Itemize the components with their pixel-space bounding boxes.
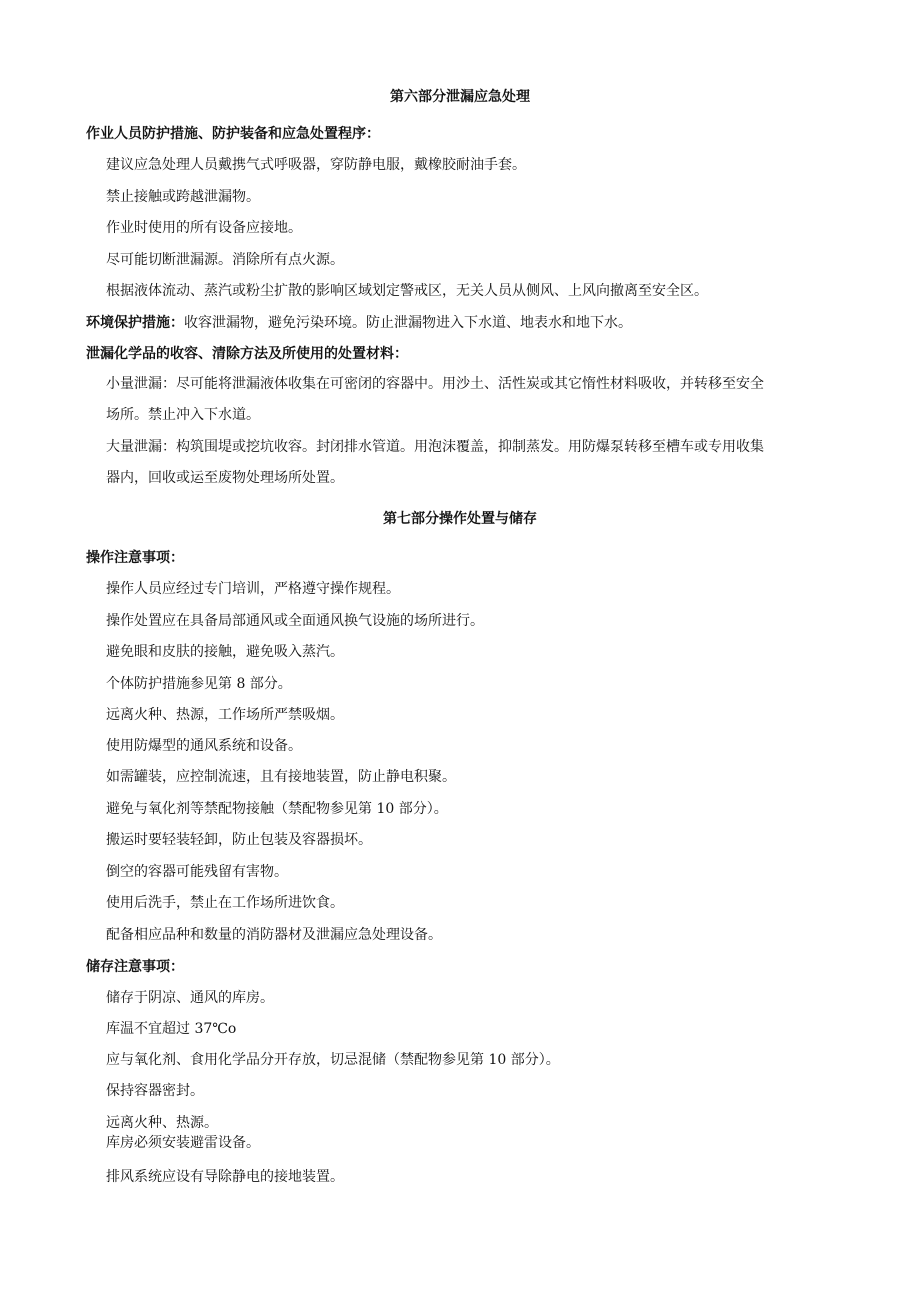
operation-item-1: 操作人员应经过专门培训，严格遵守操作规程。 <box>106 581 400 597</box>
operation-item-9: 搬运时要轻装轻卸，防止包装及容器损坏。 <box>106 832 372 848</box>
operation-item-11: 使用后洗手，禁止在工作场所进饮食。 <box>106 895 344 911</box>
cleanup-heading: 泄漏化学品的收容、清除方法及所使用的处置材料： <box>86 346 408 362</box>
operation-item-6: 使用防爆型的通风系统和设备。 <box>106 738 302 754</box>
operation-item-5: 远离火种、热源，工作场所严禁吸烟。 <box>106 707 344 723</box>
storage-heading: 储存注意事项： <box>86 959 184 975</box>
section-6-title: 第六部分泄漏应急处理 <box>390 89 530 105</box>
personal-item-4: 尽可能切断泄漏源。消除所有点火源。 <box>106 252 344 268</box>
storage-item-7: 排风系统应设有导除静电的接地装置。 <box>106 1169 344 1185</box>
personal-protection-heading: 作业人员防护措施、防护装备和应急处置程序： <box>86 126 380 142</box>
environment-protection-line <box>86 314 632 332</box>
operation-heading: 操作注意事项： <box>86 550 184 566</box>
storage-item-6: 库房必须安装避雷设备。 <box>106 1135 260 1151</box>
storage-item-3: 应与氧化剂、食用化学品分开存放，切忌混储（禁配物参见第 10 部分）。 <box>106 1052 560 1068</box>
storage-item-1: 储存于阴凉、通风的库房。 <box>106 990 274 1006</box>
storage-item-4: 保持容器密封。 <box>106 1083 204 1099</box>
personal-item-2: 禁止接触或跨越泄漏物。 <box>106 189 260 205</box>
environment-protection-text: 收容泄漏物，避免污染环境。防止泄漏物进入下水道、地表水和地下水。 <box>184 315 632 331</box>
storage-item-5: 远离火种、热源。 <box>106 1115 218 1131</box>
operation-item-7: 如需罐装，应控制流速，且有接地装置，防止静电积聚。 <box>106 769 456 785</box>
operation-item-12: 配备相应品种和数量的消防器材及泄漏应急处理设备。 <box>106 927 442 943</box>
large-spill-line-2: 器内，回收或运至废物处理场所处置。 <box>106 470 344 486</box>
section-7-title: 第七部分操作处置与储存 <box>383 511 537 527</box>
small-spill-line-2: 场所。禁止冲入下水道。 <box>106 407 260 423</box>
large-spill-line-1: 大量泄漏：构筑围堤或挖坑收容。封闭排水管道。用泡沫覆盖，抑制蒸发。用防爆泵转移至槽车或专用收集 <box>106 439 764 455</box>
personal-item-3: 作业时使用的所有设备应接地。 <box>106 220 302 236</box>
personal-item-1: 建议应急处理人员戴携气式呼吸器，穿防静电服，戴橡胶耐油手套。 <box>106 157 526 173</box>
operation-item-2: 操作处置应在具备局部通风或全面通风换气设施的场所进行。 <box>106 613 484 629</box>
storage-item-2: 库温不宜超过 37℃o <box>106 1021 237 1037</box>
environment-protection-label: 环境保护措施： <box>86 315 184 331</box>
operation-item-8: 避免与氧化剂等禁配物接触（禁配物参见第 10 部分）。 <box>106 801 448 817</box>
operation-item-4: 个体防护措施参见第 8 部分。 <box>106 676 292 692</box>
small-spill-line-1: 小量泄漏：尽可能将泄漏液体收集在可密闭的容器中。用沙土、活性炭或其它惰性材料吸收，并转移至安全 <box>106 376 764 392</box>
personal-item-5: 根据液体流动、蒸汽或粉尘扩散的影响区域划定警戒区，无关人员从侧风、上风向撤离至安全区。 <box>106 283 708 299</box>
operation-item-3: 避免眼和皮肤的接触，避免吸入蒸汽。 <box>106 644 344 660</box>
operation-item-10: 倒空的容器可能残留有害物。 <box>106 864 288 880</box>
